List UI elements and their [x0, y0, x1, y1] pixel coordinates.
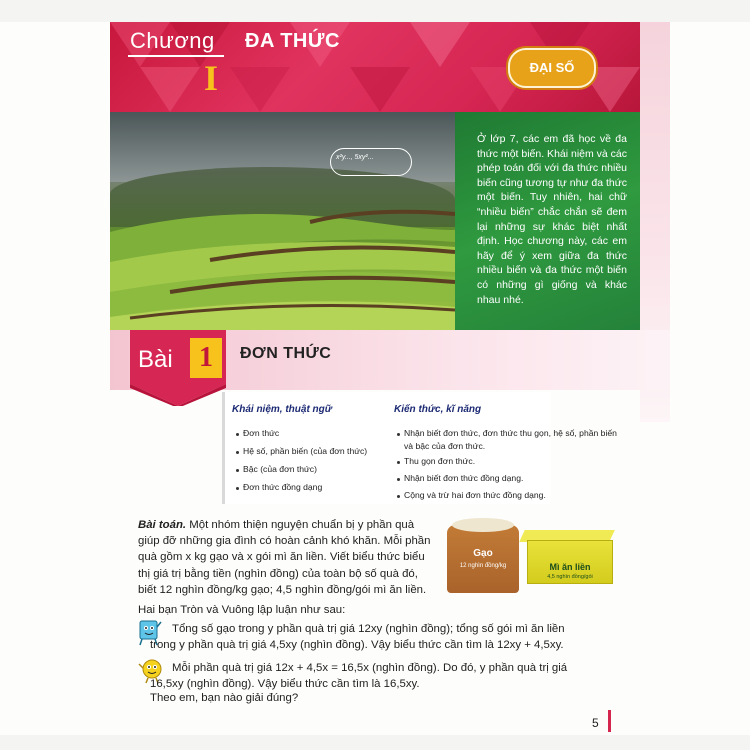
thought-bubble-text: x²y..., 5xy²...	[336, 154, 374, 161]
discussion-intro: Hai bạn Tròn và Vuông lập luận như sau:	[138, 604, 346, 616]
problem-label: Bài toán.	[138, 519, 187, 531]
page-bottom-margin	[0, 735, 750, 750]
bullet	[236, 469, 239, 472]
terrace-shapes	[110, 112, 455, 330]
problem-line: giúp đỡ những gia đình có hoàn cảnh khó khăn. Mỗi phần	[138, 535, 431, 548]
final-question: Theo em, bạn nào giải đúng?	[150, 692, 299, 704]
chapter-title: ĐA THỨC	[245, 30, 340, 52]
lesson-title: ĐƠN THỨC	[240, 345, 332, 362]
subject-badge: ĐẠI SỐ	[508, 48, 596, 88]
skill-item: Cộng và trừ hai đơn thức đồng dạng.	[404, 490, 546, 500]
rice-terrace-photo	[110, 112, 455, 330]
problem-line: quà gồm x kg gạo và x gói mì ăn liền. Viết biểu thức biểu	[138, 551, 425, 564]
chapter-intro-text: Ở lớp 7, các em đã học về đa thức một biến. Khái niệm và các phép toán đối với đa thức nhiều biến cũng tương tự như đa thức một biến. Tuy nhiên, hai chữ “nhiều biến” chắc chắn sẽ đem lại những sự khác biệt nhất định. Học chương này, các em hãy để ý xem giữa đa thức nhiều biến và đa thức một biến có những gì giống và khác nhau nhé.	[477, 133, 628, 306]
page-top-margin	[0, 0, 750, 22]
skills-heading: Kiến thức, kĩ năng	[394, 404, 482, 415]
skill-item-continued: và bậc của đơn thức.	[404, 441, 486, 451]
tron-answer-line: Mỗi phần quà trị giá 12x + 4,5x = 16,5x (nghìn đồng). Do đó, y phần quà trị giá	[172, 662, 568, 674]
noodle-box-label: Mì ăn liền	[549, 562, 591, 572]
bullet	[236, 451, 239, 454]
bullet	[236, 487, 239, 490]
rice-sack-price: 12 nghìn đồng/kg	[459, 563, 507, 569]
bullet	[397, 495, 400, 498]
noodle-box-price: 4,5 nghìn đồng/gói	[547, 574, 593, 580]
skill-item: Thu gọn đơn thức.	[404, 456, 476, 466]
concept-item: Bậc (của đơn thức)	[243, 464, 317, 474]
bullet	[236, 433, 239, 436]
thought-bubble	[330, 148, 412, 176]
concept-item: Đơn thức đồng dạng	[243, 482, 323, 492]
rice-sack-label: Gạo	[473, 548, 493, 559]
lesson-word: Bài	[138, 346, 173, 373]
chapter-intro-panel	[455, 112, 640, 330]
chapter-underline	[128, 55, 224, 57]
bullet	[397, 461, 400, 464]
vuong-answer-line: trong y phần quà trị giá 4,5xy (nghìn đồng). Vậy biểu thức cần tìm là 12xy + 4,5xy.	[150, 639, 564, 651]
page-number-bar	[608, 710, 611, 732]
chapter-number: I	[203, 58, 218, 98]
rice-sack-top	[452, 518, 514, 532]
problem-line: biết 12 nghìn đồng/kg gạo; 4,5 nghìn đồng/gói mì ăn liền.	[138, 583, 427, 596]
vuong-answer-line: Tổng số gạo trong y phần quà trị giá 12xy (nghìn đồng); tổng số gói mì ăn liền	[172, 623, 565, 635]
tron-answer-line: 16,5xy (nghìn đồng). Vậy biểu thức cần tìm là 16,5xy.	[150, 678, 420, 690]
concepts-heading: Khái niệm, thuật ngữ	[232, 404, 332, 415]
concept-item: Hệ số, phần biến (của đơn thức)	[243, 446, 368, 456]
problem-line: thị giá trị bằng tiền (nghìn đồng) của toàn bộ số quà đó,	[138, 567, 418, 580]
bullet	[397, 433, 400, 436]
concept-item: Đơn thức	[243, 428, 280, 438]
page-number: 5	[592, 716, 599, 730]
skill-item: Nhận biết đơn thức đồng dạng.	[404, 473, 524, 483]
chapter-word: Chương	[130, 28, 215, 53]
lesson-number: 1	[199, 342, 213, 373]
problem-line: Một nhóm thiện nguyện chuẩn bị y phần quà	[189, 519, 415, 531]
rice-sack	[447, 525, 519, 593]
skill-item: Nhận biết đơn thức, đơn thức thu gọn, hệ số, phần biến	[404, 428, 617, 438]
problem-statement	[138, 517, 440, 598]
bullet	[397, 478, 400, 481]
